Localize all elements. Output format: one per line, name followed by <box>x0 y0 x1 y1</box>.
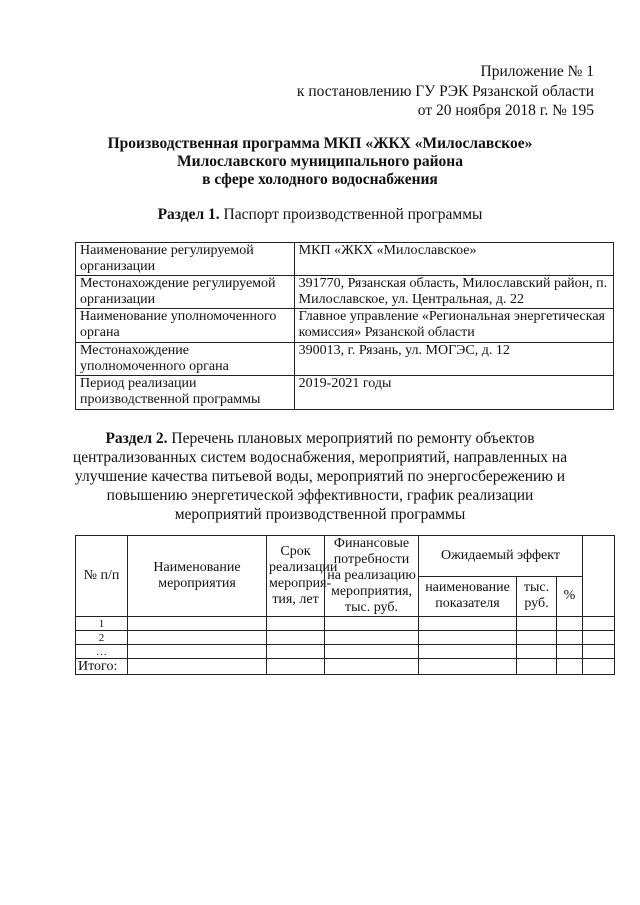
row-cell <box>128 659 267 675</box>
section-2-line-4: повышению энергетической эффективности, график реализации <box>106 487 534 504</box>
header-finance: Финансовые потребности на реализацию мероприятия, тыс. руб. <box>325 536 419 617</box>
row-cell <box>583 659 615 675</box>
row-cell <box>419 659 517 675</box>
passport-value-cell: 2019-2021 годы <box>294 376 613 410</box>
row-cell <box>517 631 557 645</box>
row-cell <box>419 631 517 645</box>
row-cell <box>583 631 615 645</box>
header-thousand-rub: тыс. руб. <box>517 576 557 617</box>
plan-table <box>75 535 615 675</box>
row-cell <box>517 659 557 675</box>
table-row <box>76 645 615 659</box>
row-number: 1 <box>76 617 128 631</box>
row-cell <box>419 645 517 659</box>
table-row <box>76 617 615 631</box>
passport-name-cell: Период реализации производственной программы <box>76 376 295 410</box>
header-term: Срок реализации мероприя-тия, лет <box>267 536 325 617</box>
row-cell <box>325 617 419 631</box>
section-1-heading <box>0 205 640 224</box>
passport-row <box>76 243 614 276</box>
section-2-line-5: мероприятий производственной программы <box>174 506 466 523</box>
total-row <box>76 659 615 675</box>
header-name: Наименование мероприятия <box>128 536 267 617</box>
row-cell <box>419 617 517 631</box>
header-indicator: наименование показателя <box>419 576 517 617</box>
row-cell <box>583 645 615 659</box>
section-2-line-1 <box>0 429 640 448</box>
row-cell <box>267 645 325 659</box>
section-2-line-2: централизованных систем водоснабжения, мероприятий, направленных на <box>72 449 568 466</box>
row-number: … <box>76 645 128 659</box>
row-cell <box>557 659 583 675</box>
section-1-label: Раздел 1. <box>157 206 220 223</box>
row-cell <box>267 617 325 631</box>
row-cell <box>583 617 615 631</box>
passport-value-cell: МКП «ЖКХ «Милославское» <box>294 243 613 276</box>
row-cell <box>557 631 583 645</box>
document-title <box>0 135 640 189</box>
passport-value-cell: 390013, г. Рязань, ул. МОГЭС, д. 12 <box>294 343 613 376</box>
header-effect: Ожидаемый эффект <box>419 536 583 577</box>
table-row <box>76 631 615 645</box>
section-2-text-1: Перечень плановых мероприятий по ремонту объектов <box>167 430 535 447</box>
row-cell <box>267 631 325 645</box>
passport-name-cell: Местонахождение уполномоченного органа <box>76 343 295 376</box>
appendix-line-3: от 20 ноября 2018 г. № 195 <box>417 102 594 119</box>
row-cell <box>128 631 267 645</box>
total-label: Итого: <box>76 659 128 675</box>
passport-name-cell: Наименование регулируемой организации <box>76 243 295 276</box>
passport-name-cell: Наименование уполномоченного органа <box>76 309 295 343</box>
row-cell <box>517 617 557 631</box>
row-cell <box>557 617 583 631</box>
passport-row <box>76 276 614 309</box>
header-percent: % <box>557 576 583 617</box>
header-blank <box>583 536 615 617</box>
passport-value-cell: Главное управление «Региональная энергетическая комиссия» Рязанской области <box>294 309 613 343</box>
passport-name-cell: Местонахождение регулируемой организации <box>76 276 295 309</box>
appendix-line-2: к постановлению ГУ РЭК Рязанской области <box>296 82 594 100</box>
section-2-heading <box>0 429 640 524</box>
plan-header-row <box>76 536 615 577</box>
row-cell <box>325 631 419 645</box>
row-cell <box>557 645 583 659</box>
passport-row <box>76 309 614 343</box>
passport-table <box>75 242 614 410</box>
title-line-1: Производственная программа МКП «ЖКХ «Милославское» <box>107 135 533 152</box>
passport-row <box>76 343 614 376</box>
title-line-3: в сфере холодного водоснабжения <box>202 171 438 188</box>
row-cell <box>128 645 267 659</box>
row-cell <box>128 617 267 631</box>
row-number: 2 <box>76 631 128 645</box>
row-cell <box>325 645 419 659</box>
section-2-line-3: улучшение качества питьевой воды, мероприятий по энергосбережению и <box>74 468 566 485</box>
row-cell <box>267 659 325 675</box>
appendix-header <box>297 62 594 121</box>
row-cell <box>517 645 557 659</box>
passport-row <box>76 376 614 410</box>
section-2-label: Раздел 2. <box>105 430 168 447</box>
title-line-2: Милославского муниципального района <box>177 153 463 170</box>
section-1-text: Паспорт производственной программы <box>219 206 483 223</box>
passport-value-cell: 391770, Рязанская область, Милославский район, п. Милославское, ул. Центральная, д. 22 <box>294 276 613 309</box>
row-cell <box>325 659 419 675</box>
header-num: № п/п <box>76 536 128 617</box>
appendix-line-1: Приложение № 1 <box>480 63 594 80</box>
